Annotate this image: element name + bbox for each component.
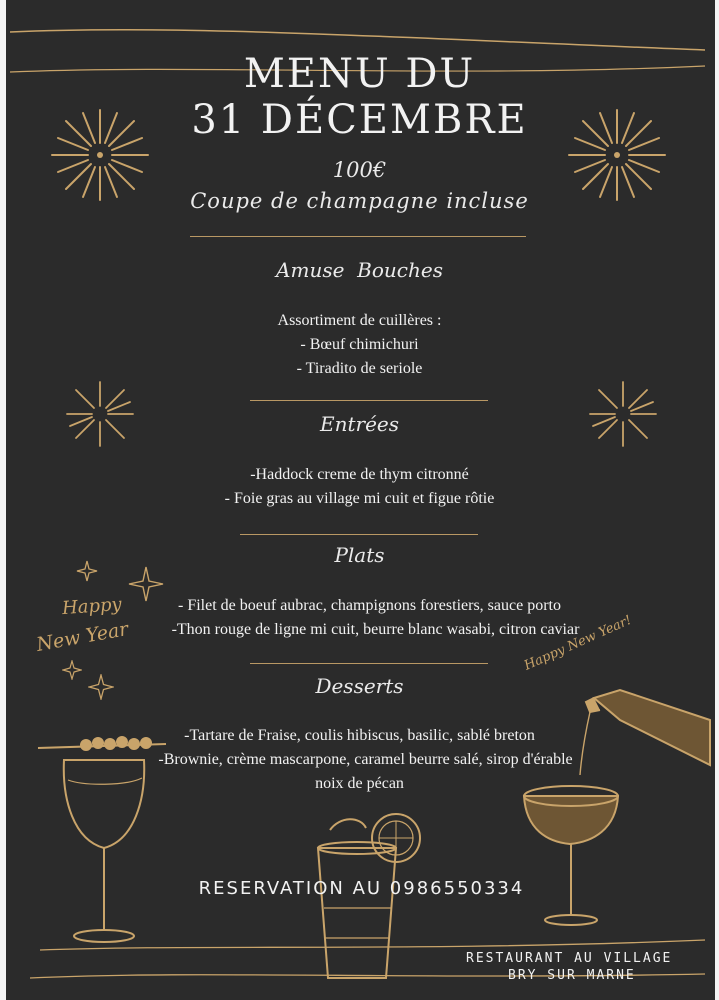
menu-item: -Tartare de Fraise, coulis hibiscus, basilic, sablé breton (184, 727, 535, 744)
header-divider (190, 236, 526, 237)
section-title-entrees: Entrées (319, 412, 399, 436)
menu-item: noix de pécan (315, 775, 404, 792)
section-divider (240, 534, 478, 535)
menu-price: 100€ (332, 158, 387, 182)
menu-item: -Haddock creme de thym citronné (250, 466, 469, 483)
menu-subtitle: Coupe de champagne incluse (190, 189, 529, 213)
menu-item: -Brownie, crème mascarpone, caramel beurre salé, sirop d'érable (158, 751, 573, 768)
restaurant-location: BRY SUR MARNE (508, 968, 636, 983)
reservation-phone[interactable]: RESERVATION AU 0986550334 (198, 878, 525, 899)
champagne-bottle-illustration (560, 680, 715, 780)
section-title-plats: Plats (334, 543, 385, 567)
sparkle-icon (62, 660, 82, 680)
menu-title-line1: MENU DU (243, 51, 476, 97)
restaurant-name: RESTAURANT AU VILLAGE (466, 951, 673, 966)
new-year-text-left: New Year (34, 618, 130, 656)
section-title-amuse-bouches: Amuse Bouches (276, 258, 443, 282)
menu-item: - Foie gras au village mi cuit et figue rôtie (224, 490, 495, 507)
menu-item: - Tiradito de seriole (296, 360, 423, 377)
section-divider (250, 400, 488, 401)
menu-item: -Thon rouge de ligne mi cuit, beurre blanc wasabi, citron caviar (171, 621, 580, 638)
menu-item: - Bœuf chimichuri (300, 336, 419, 353)
section-title-desserts: Desserts (315, 674, 404, 698)
menu-item: - Filet de boeuf aubrac, champignons forestiers, sauce porto (178, 597, 561, 614)
menu-item: Assortiment de cuillères : (277, 312, 442, 329)
sparkle-icon (88, 674, 114, 700)
champagne-coupe-illustration (518, 780, 628, 930)
menu-title-line2: 31 DÉCEMBRE (191, 97, 528, 143)
happy-new-year-text-right: Happy New Year! (522, 612, 634, 674)
cocktail-glass-illustration (34, 730, 174, 960)
section-divider (250, 663, 488, 664)
happy-text-left: Happy (61, 593, 123, 620)
sparkle-icon (76, 560, 98, 582)
sparkle-icon (128, 566, 164, 602)
